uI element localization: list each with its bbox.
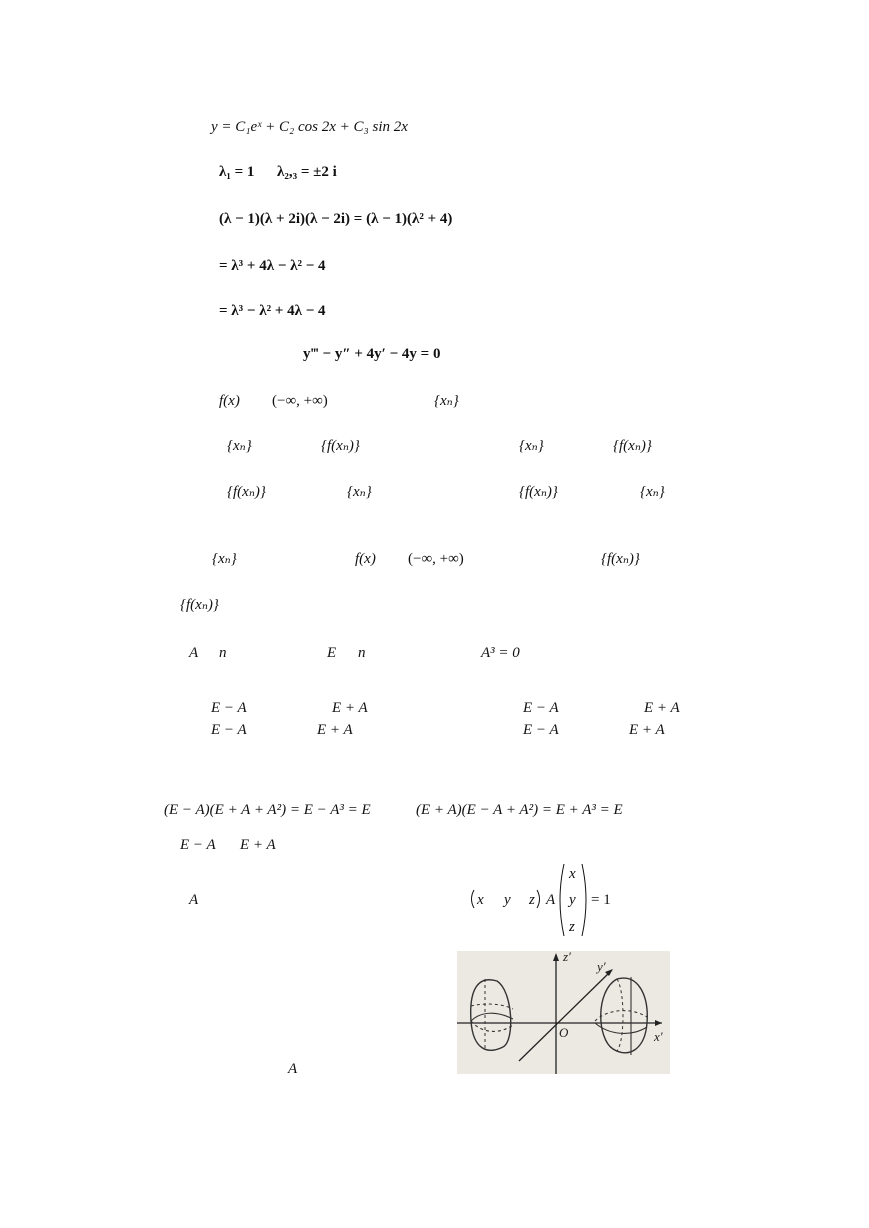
nilpotent-condition: A³ = 0 bbox=[481, 645, 520, 661]
sequence-xn: {xₙ} bbox=[434, 393, 459, 409]
sequence-xn: {xₙ} bbox=[640, 484, 665, 500]
characteristic-polynomial: = λ³ − λ² + 4λ − 4 bbox=[219, 303, 326, 319]
eigenvalue-2-3: λ₂,₃ = ±2 i bbox=[277, 164, 337, 180]
e-minus-a: E − A bbox=[211, 700, 247, 716]
order-n: n bbox=[358, 645, 366, 661]
function-fx: f(x) bbox=[219, 393, 240, 409]
row-x: x bbox=[477, 892, 484, 908]
sequence-fxn: {f(xₙ)} bbox=[519, 484, 558, 500]
function-fx: f(x) bbox=[355, 551, 376, 567]
sequence-fxn: {f(xₙ)} bbox=[321, 438, 360, 454]
sequence-fxn: {f(xₙ)} bbox=[180, 597, 219, 613]
equals-one: = 1 bbox=[591, 892, 611, 908]
domain-interval: (−∞, +∞) bbox=[272, 393, 328, 409]
e-minus-a: E − A bbox=[523, 700, 559, 716]
e-plus-a: E + A bbox=[332, 700, 368, 716]
characteristic-expansion: = λ³ + 4λ − λ² − 4 bbox=[219, 258, 326, 274]
col-y: y bbox=[569, 892, 576, 908]
matrix-a: A bbox=[288, 1061, 298, 1077]
eigenvalue-1: λ₁ = 1 bbox=[219, 164, 255, 180]
hyperboloid-figure bbox=[457, 951, 670, 1074]
z-axis-label: z′ bbox=[563, 951, 571, 964]
matrix-a: A bbox=[189, 892, 199, 908]
e-plus-a: E + A bbox=[644, 700, 680, 716]
matrix-a: A bbox=[546, 892, 556, 908]
quadratic-form-equation bbox=[468, 862, 628, 940]
x-axis-label: x′ bbox=[654, 1029, 663, 1044]
e-minus-a: E − A bbox=[180, 837, 216, 853]
characteristic-factorization: (λ − 1)(λ + 2i)(λ − 2i) = (λ − 1)(λ² + 4) bbox=[219, 211, 453, 227]
sequence-xn: {xₙ} bbox=[519, 438, 544, 454]
sequence-fxn: {f(xₙ)} bbox=[613, 438, 652, 454]
identity-e: E bbox=[327, 645, 337, 661]
sequence-xn: {xₙ} bbox=[227, 438, 252, 454]
e-plus-a: E + A bbox=[629, 722, 665, 738]
sequence-xn: {xₙ} bbox=[347, 484, 372, 500]
sequence-fxn: {f(xₙ)} bbox=[227, 484, 266, 500]
y-axis-label: y′ bbox=[597, 959, 606, 974]
e-minus-a: E − A bbox=[523, 722, 559, 738]
row-y: y bbox=[504, 892, 511, 908]
col-z: z bbox=[569, 919, 575, 935]
hyperboloid-sketch bbox=[457, 951, 670, 1074]
matrix-a: A bbox=[189, 645, 199, 661]
col-x: x bbox=[569, 866, 576, 882]
e-minus-a: E − A bbox=[211, 722, 247, 738]
domain-interval: (−∞, +∞) bbox=[408, 551, 464, 567]
e-plus-a: E + A bbox=[240, 837, 276, 853]
sequence-fxn: {f(xₙ)} bbox=[601, 551, 640, 567]
origin-label: O bbox=[559, 1025, 569, 1040]
order-n: n bbox=[219, 645, 227, 661]
row-z: z bbox=[529, 892, 535, 908]
sequence-xn: {xₙ} bbox=[212, 551, 237, 567]
general-solution-formula: y = C₁eˣ + C₂ cos 2x + C₃ sin 2x bbox=[211, 119, 408, 135]
inverse-identity-2: (E + A)(E − A + A²) = E + A³ = E bbox=[416, 802, 623, 818]
e-plus-a: E + A bbox=[317, 722, 353, 738]
inverse-identity-1: (E − A)(E + A + A²) = E − A³ = E bbox=[164, 802, 371, 818]
differential-equation: y‴ − y″ + 4y′ − 4y = 0 bbox=[303, 346, 441, 362]
